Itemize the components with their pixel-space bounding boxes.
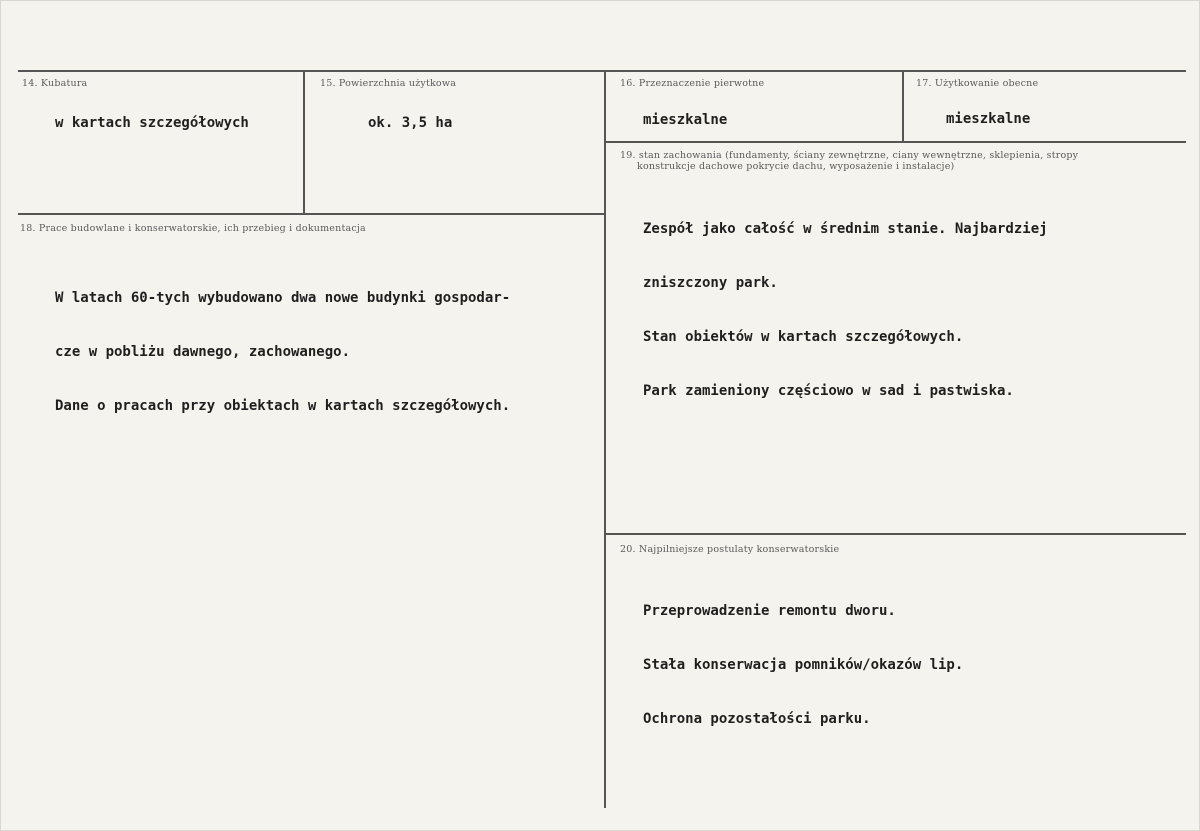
field-19-line: zniszczony park. bbox=[643, 275, 778, 291]
center-divider bbox=[604, 70, 606, 808]
field-19-text bbox=[643, 184, 1048, 436]
field-16-label: 16. Przeznaczenie pierwotne bbox=[620, 78, 765, 89]
field-14-value: w kartach szczegółowych bbox=[55, 115, 249, 131]
field-16-value: mieszkalne bbox=[643, 112, 728, 128]
field-18-line: W latach 60-tych wybudowano dwa nowe budynki gospodar- bbox=[55, 290, 511, 306]
field-15-value: ok. 3,5 ha bbox=[368, 115, 453, 131]
field-17-label: 17. Użytkowanie obecne bbox=[916, 78, 1039, 89]
field-20-text bbox=[643, 566, 963, 764]
field-18-line: Dane o pracach przy obiektach w kartach szczegółowych. bbox=[55, 398, 511, 414]
field-20-line: Stała konserwacja pomników/okazów lip. bbox=[643, 657, 964, 673]
field-14-label: 14. Kubatura bbox=[22, 78, 88, 89]
field-19-line: Stan obiektów w kartach szczegółowych. bbox=[643, 329, 964, 345]
field-18-text bbox=[55, 253, 510, 451]
field-19-line: Park zamieniony częściowo w sad i pastwiska. bbox=[643, 383, 1014, 399]
field-20-line: Ochrona pozostałości parku. bbox=[643, 711, 871, 727]
rule-above-20 bbox=[606, 533, 1186, 535]
field-15-label: 15. Powierzchnia użytkowa bbox=[320, 78, 457, 89]
field-18-line: cze w pobliżu dawnego, zachowanego. bbox=[55, 344, 351, 360]
field-20-line: Przeprowadzenie remontu dworu. bbox=[643, 603, 896, 619]
field-18-label: 18. Prace budowlane i konserwatorskie, ich przebieg i dokumentacja bbox=[20, 223, 366, 234]
field-17-value: mieszkalne bbox=[946, 111, 1031, 127]
divider-16-17 bbox=[902, 70, 904, 142]
field-19-line: Zespół jako całość w średnim stanie. Najbardziej bbox=[643, 221, 1048, 237]
top-rule bbox=[18, 70, 1186, 72]
rule-under-14-15 bbox=[18, 213, 604, 215]
field-19-label-line2: konstrukcje dachowe pokrycie dachu, wyposażenie i instalacje) bbox=[637, 161, 955, 172]
field-20-label: 20. Najpilniejsze postulaty konserwatorskie bbox=[620, 544, 840, 555]
field-19-label-line1: 19. stan zachowania (fundamenty, ściany zewnętrzne, ciany wewnętrzne, sklepienia, stropy bbox=[620, 150, 1079, 161]
rule-under-16-17 bbox=[606, 141, 1186, 143]
divider-14-15 bbox=[303, 70, 305, 215]
